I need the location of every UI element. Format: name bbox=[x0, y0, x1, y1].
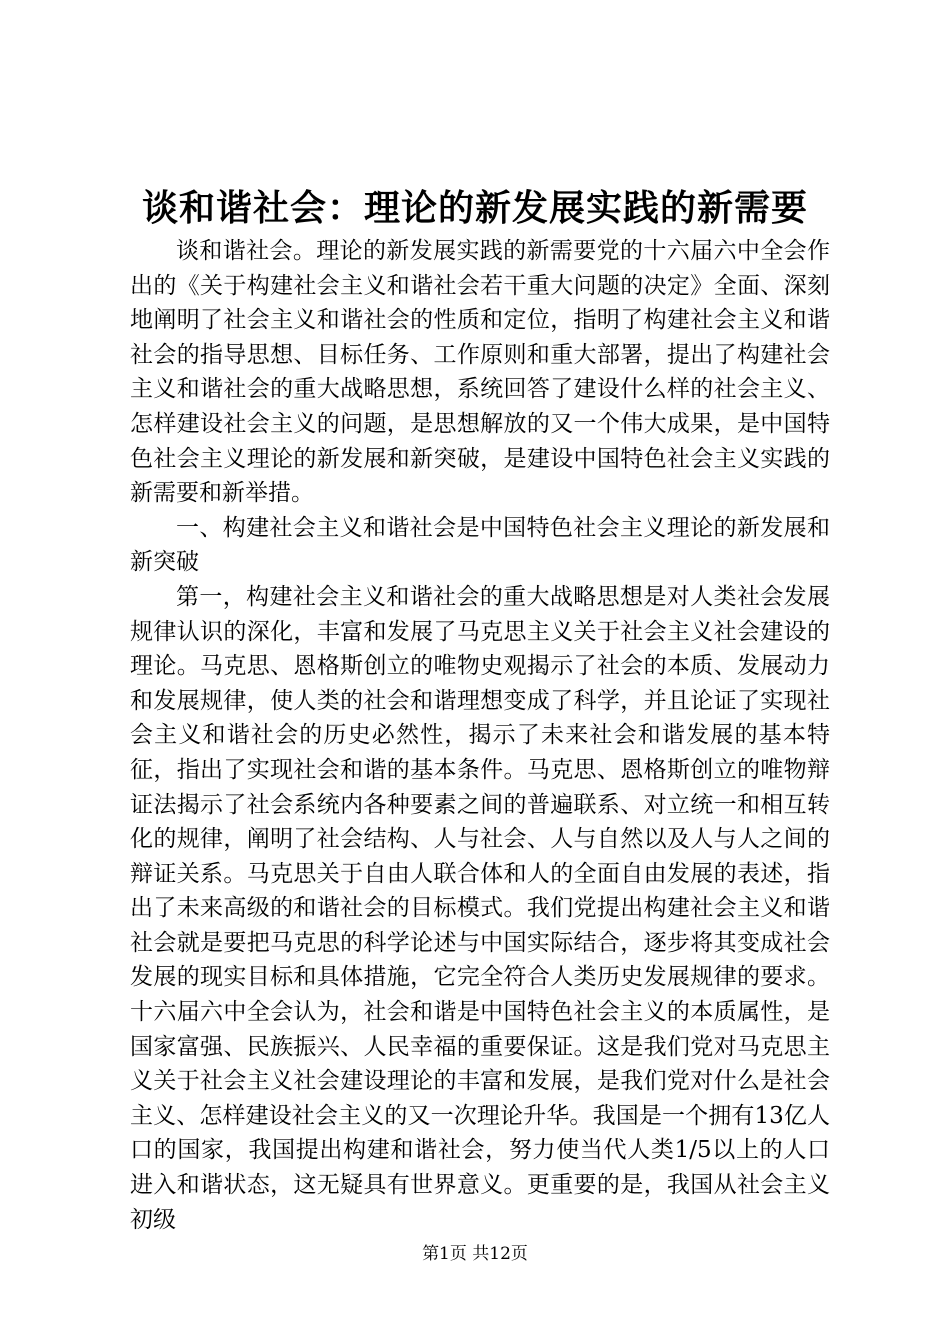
paragraph-first-point: 第一，构建社会主义和谐社会的重大战略思想是对人类社会发展规律认识的深化，丰富和发展了马克思主义关于社会主义社会建设的理论。马克思、恩格斯创立的唯物史观揭示了社会的本质、发展动力和发展规律，使人类的社会和谐理想变成了科学，并且论证了实现社会主义和谐社会的历史必然性，揭示了未来社会和谐发展的基本特征，指出了实现社会和谐的基本条件。马克思、恩格斯创立的唯物辩证法揭示了社会系统内各种要素之间的普遍联系、对立统一和相互转化的规律，阐明了社会结构、人与社会、人与自然以及人与人之间的辩证关系。马克思关于自由人联合体和人的全面自由发展的表述，指出了未来高级的和谐社会的目标模式。我们党提出构建社会主义和谐社会就是要把马克思的科学论述与中国实际结合，逐步将其变成社会发展的现实目标和具体措施，它完全符合人类历史发展规律的要求。十六届六中全会认为，社会和谐是中国特色社会主义的本质属性，是国家富强、民族振兴、人民幸福的重要保证。这是我们党对马克思主义关于社会主义社会建设理论的丰富和发展，是我们党对什么是社会主义、怎样建设社会主义的又一次理论升华。我国是一个拥有13亿人口的国家，我国提出构建和谐社会，努力使当代人类1/5以上的人口进入和谐状态，这无疑具有世界意义。更重要的是，我国从社会主义初级 bbox=[130, 583, 830, 1233]
section-heading: 一、构建社会主义和谐社会是中国特色社会主义理论的新发展和新突破 bbox=[130, 514, 830, 576]
paragraph-intro: 谈和谐社会。理论的新发展实践的新需要党的十六届六中全会作出的《关于构建社会主义和谐社会若干重大问题的决定》全面、深刻地阐明了社会主义和谐社会的性质和定位，指明了构建社会主义和谐社会的指导思想、目标任务、工作原则和重大部署，提出了构建社会主义和谐社会的重大战略思想，系统回答了建设什么样的社会主义、怎样建设社会主义的问题，是思想解放的又一个伟大成果，是中国特色社会主义理论的新发展和新突破，是建设中国特色社会主义实践的新需要和新举措。 bbox=[130, 238, 830, 507]
document-title: 谈和谐社会：理论的新发展实践的新需要 bbox=[141, 187, 808, 229]
page-number: 第1页 共12页 bbox=[422, 1244, 528, 1264]
document-body bbox=[130, 234, 830, 1237]
